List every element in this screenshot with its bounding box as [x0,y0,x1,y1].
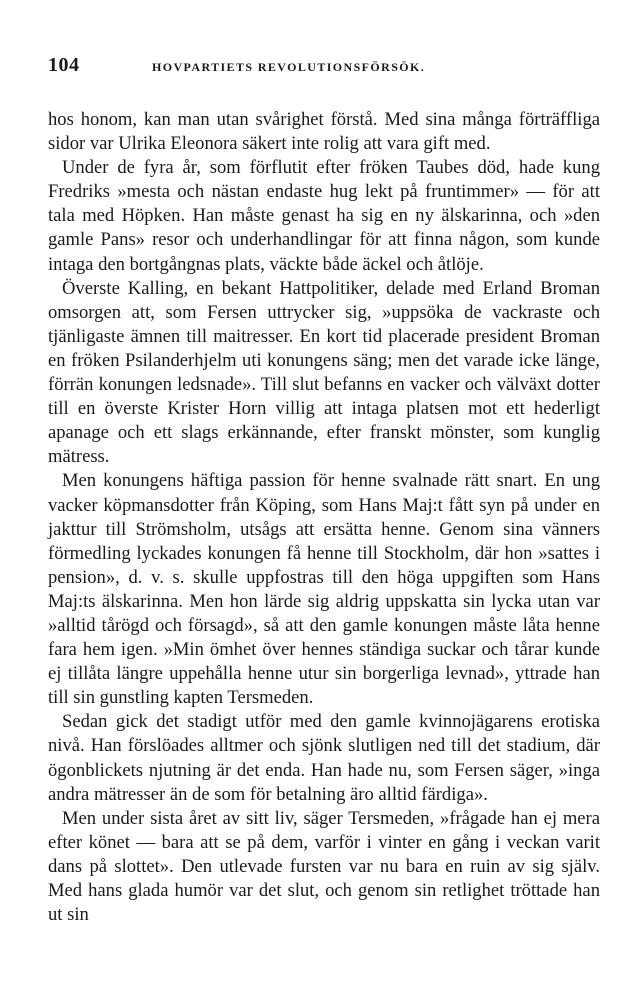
book-page [48,50,600,927]
paragraph-1: hos honom, kan man utan svårighet förstå. Med sina många förträffliga sidor var Ulrika Eleonora säkert inte rolig att vara gift med. [48,109,600,155]
chapter-title: HOVPARTIETS REVOLUTIONSFÖRSÖK. [152,60,426,74]
running-header [48,50,600,80]
paragraph-3: Överste Kalling, en bekant Hattpolitiker, delade med Erland Broman omsorgen att, som Fersen uttrycker sig, »uppsöka de vackraste och tjänligaste ämnen till maitresser. En kort tid placerade president Broman en fröken Psilanderhjelm uti konungens säng; men det varade icke länge, förrän konungen ledsnade». Till slut befanns en vacker och välväxt dotter till en överste Krister Horn villig att intaga platsen mot ett hederligt apanage och ett slags erkännande, efter franskt mönster, som kunglig mätress. [48,277,600,468]
paragraph-6: Men under sista året av sitt liv, säger Tersmeden, »frågade han ej mera efter könet — bara att se på dem, varför i vinter en gång i veckan varit dans på slottet». Den utlevade fursten var nu bara en ruin av sig själv. Med hans glada humör var det slut, och genom sin retlighet tröttade han ut sin [48,807,600,926]
paragraph-4: Men konungens häftiga passion för henne svalnade rätt snart. En ung vacker köpmansdotter från Köping, som Hans Maj:t fått syn på under en jakttur till Strömsholm, utsågs att ersätta henne. Genom sina vänners förmedling lyckades konungen få henne till Stockholm, där hon »sattes i pension», d. v. s. skulle uppfostras till den höga uppgiften som Hans Maj:ts älskarinna. Men hon lärde sig aldrig uppskatta sin lycka utan var »alltid tårögd och försagd», så att den gamle konungen måste låta henne fara hem igen. »Min ömhet över hennes ständiga suckar och tårar kunde ej tillåta längre uppehålla henne utur sin borgerliga levnad», yttrade han till sin gunstling kapten Tersmeden. [48,470,600,709]
body-text [48,108,600,927]
paragraph-2: Under de fyra år, som förflutit efter fröken Taubes död, hade kung Fredriks »mesta och nästan endaste hug lekt på fruntimmer» — för att tala med Höpken. Han måste genast ha sig en ny älskarinna, och »den gamle Pans» resor och underhandlingar för att finna någon, som kunde intaga den bortgångnas plats, väckte både äckel och åtlöje. [48,157,600,275]
page-number: 104 [48,54,80,76]
paragraph-5: Sedan gick det stadigt utför med den gamle kvinnojägarens erotiska nivå. Han förslöades alltmer och sjönk slutligen ned till det stadium, där ögonblickets njutning är det enda. Han hade nu, som Fersen säger, »inga andra mätresser än de som för betalning äro alltid färdiga». [48,711,600,805]
